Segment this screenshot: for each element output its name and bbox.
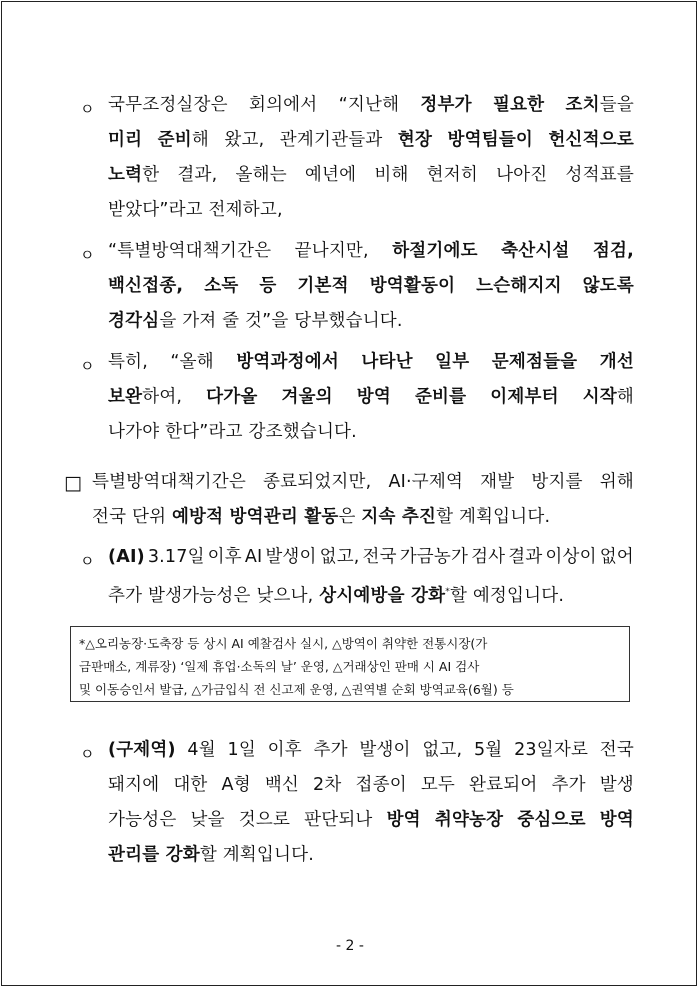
bold-text: 관리를 강화 <box>108 845 200 865</box>
word <box>108 345 148 380</box>
word <box>363 540 397 575</box>
word <box>320 540 360 575</box>
circle-bullet: ㅇ <box>80 552 95 570</box>
word <box>501 234 569 269</box>
bold-text: 하절기에도 <box>392 241 478 261</box>
word <box>108 269 183 304</box>
word <box>190 803 224 838</box>
bold-text: 방역 <box>599 810 634 830</box>
circle-bullet: ㅇ <box>80 100 95 118</box>
text-segment: 이후 <box>267 740 302 760</box>
word <box>304 803 372 838</box>
word <box>427 158 478 193</box>
word <box>480 465 514 500</box>
text-segment: 5월 <box>473 740 503 760</box>
text-segment: 회의에서 <box>248 95 318 115</box>
footnote-line: 금판매소, 계류장) ‘일제 휴업·소독의 날’ 운영, △거래상인 판매 시 AI 검사 <box>79 659 480 674</box>
bold-text: 겨울의 <box>281 387 333 407</box>
text-line <box>108 269 634 304</box>
paragraph-4 <box>92 465 634 535</box>
word <box>239 803 290 838</box>
word <box>187 733 215 768</box>
text-segment: 1일 <box>227 740 256 760</box>
word <box>236 158 287 193</box>
word <box>173 768 207 803</box>
bold-text: 준비를 <box>414 387 467 407</box>
word <box>420 88 471 123</box>
word <box>374 158 408 193</box>
word <box>583 269 634 304</box>
word <box>356 768 407 803</box>
text-segment: 추가 <box>551 775 586 795</box>
circle-bullet: ㅇ <box>80 745 95 763</box>
word <box>92 465 246 500</box>
text-line <box>108 540 634 575</box>
word <box>551 768 585 803</box>
word <box>400 540 468 575</box>
word <box>517 803 585 838</box>
text-segment: 전국 <box>362 547 397 567</box>
square-bullet: □ <box>64 472 82 494</box>
word <box>177 158 217 193</box>
text-line <box>108 345 634 380</box>
paragraph-3 <box>108 345 634 450</box>
word <box>600 465 634 500</box>
text-segment: 대한 <box>173 775 208 795</box>
text-segment: A형 <box>221 775 251 795</box>
paragraph-5 <box>108 540 634 614</box>
word <box>392 234 478 269</box>
bold-text: 방역 <box>386 810 421 830</box>
bold-text: 상시예방을 강화 <box>319 585 446 606</box>
text-line <box>108 158 634 193</box>
word <box>398 123 432 158</box>
word <box>108 540 145 575</box>
bold-text: 보완 <box>108 387 143 407</box>
word <box>448 123 534 158</box>
text-segment: 추가 <box>313 740 348 760</box>
text-line <box>108 575 634 614</box>
word <box>476 269 562 304</box>
word <box>421 768 455 803</box>
word <box>600 803 634 838</box>
word <box>227 733 255 768</box>
word <box>359 733 410 768</box>
word <box>305 158 356 193</box>
text-segment: 발생이 <box>359 740 411 760</box>
text-line <box>108 733 634 768</box>
word <box>496 158 547 193</box>
word <box>388 465 463 500</box>
text-segment: 끝나지만, <box>294 241 369 261</box>
text-segment: 4월 <box>187 740 216 760</box>
word <box>148 540 205 575</box>
text-segment: 낮을 <box>190 810 225 830</box>
footnote-box <box>70 626 630 702</box>
word <box>508 540 542 575</box>
text-segment: 23일자로 <box>514 740 589 760</box>
text-segment: 예년에 <box>304 165 357 185</box>
word <box>295 234 369 269</box>
bold-text: 점검, <box>592 241 634 261</box>
word <box>435 803 503 838</box>
word <box>297 269 348 304</box>
text-segment: 해 <box>191 130 209 150</box>
text-segment: 추가 발생가능성은 낮으나, <box>108 585 320 606</box>
text-segment: 발생 <box>599 775 634 795</box>
bold-text: 일부 <box>435 352 470 372</box>
word <box>357 380 391 415</box>
word <box>170 345 213 380</box>
word <box>265 540 316 575</box>
word <box>361 345 412 380</box>
word <box>208 540 242 575</box>
word <box>236 345 339 380</box>
text-line <box>108 415 634 450</box>
word <box>600 768 634 803</box>
word <box>339 88 400 123</box>
word <box>422 733 462 768</box>
text-line <box>108 123 634 158</box>
footnote-marker: * <box>445 587 450 597</box>
bold-text: 예방적 방역관리 활동 <box>171 507 339 527</box>
bold-text: 등 <box>259 276 277 296</box>
text-segment: 비해 <box>374 165 409 185</box>
word <box>313 768 341 803</box>
word <box>268 733 302 768</box>
text-segment: 것으로 <box>238 810 291 830</box>
text-segment: 나아진 <box>496 165 548 185</box>
bold-text: 기본적 <box>297 276 349 296</box>
text-segment: 할 예정입니다. <box>449 585 565 606</box>
text-segment: 접종이 <box>355 775 407 795</box>
word <box>108 733 176 768</box>
bold-text: 문제점들을 <box>491 352 578 372</box>
text-segment: 없고, <box>319 547 360 567</box>
bold-text: 않도록 <box>582 276 634 296</box>
text-line <box>108 380 634 415</box>
bold-text: 다가올 <box>206 387 258 407</box>
text-segment: 완료되어 <box>469 775 538 795</box>
footnote-line: *△오리농장·도축장 등 상시 AI 예찰검사 실시, △방역이 취약한 전통시장(가 <box>79 636 488 651</box>
text-segment: 올해는 <box>235 165 287 185</box>
paragraph-6 <box>108 733 634 873</box>
circle-bullet: ㅇ <box>80 246 95 264</box>
text-segment: 할 계획입니다. <box>436 507 551 527</box>
bold-text: (AI) <box>108 547 145 567</box>
text-line <box>92 500 634 535</box>
text-segment: 결과, <box>177 165 218 185</box>
bold-text: 현장 <box>397 130 433 150</box>
text-segment: 2차 <box>313 775 342 795</box>
word <box>600 733 634 768</box>
word <box>600 540 634 575</box>
word <box>493 88 544 123</box>
word <box>259 269 276 304</box>
bold-text: 정부가 <box>420 95 472 115</box>
word <box>548 123 634 158</box>
text-segment: 성적표를 <box>565 165 634 185</box>
text-segment: 3.17일 <box>147 547 205 567</box>
word <box>531 465 582 500</box>
bold-text: 필요한 <box>492 95 545 115</box>
text-segment: 현저히 <box>426 165 478 185</box>
bold-text: 방역과정에서 <box>236 352 339 372</box>
word <box>387 803 421 838</box>
text-segment: 없고, <box>422 740 463 760</box>
word <box>593 234 634 269</box>
text-segment: 들을 <box>599 95 634 115</box>
word <box>265 768 299 803</box>
text-segment: 전국 <box>599 740 634 760</box>
word <box>158 123 209 158</box>
word <box>245 540 263 575</box>
word <box>204 269 238 304</box>
text-segment: 할 계획입니다. <box>199 845 314 865</box>
word <box>108 803 176 838</box>
text-line <box>108 768 634 803</box>
word <box>545 540 596 575</box>
word <box>222 768 251 803</box>
word <box>108 234 271 269</box>
text-line <box>108 838 634 873</box>
text-segment: 가금농가 <box>399 547 469 567</box>
text-segment: 결과 <box>508 547 543 567</box>
text-segment: 이후 <box>207 547 242 567</box>
bold-text: 백신접종, <box>108 276 184 296</box>
text-segment: “지난해 <box>338 95 400 115</box>
bold-text: 축산시설 <box>501 241 570 261</box>
paragraph-1 <box>108 88 634 228</box>
bold-text: 경각심 <box>108 311 160 331</box>
text-segment: 방지를 <box>531 472 583 492</box>
text-segment: 국무조정실장은 <box>108 95 228 115</box>
word <box>108 768 159 803</box>
word <box>469 768 537 803</box>
word <box>313 733 347 768</box>
page-number: - 2 - <box>336 938 364 954</box>
text-segment: AI <box>244 547 263 567</box>
bold-text: 개선 <box>599 352 634 372</box>
bold-text: 조치 <box>565 95 600 115</box>
paragraph-2 <box>108 234 634 339</box>
word <box>108 123 142 158</box>
word <box>435 345 469 380</box>
word <box>280 123 383 158</box>
word <box>263 465 371 500</box>
word <box>514 733 588 768</box>
text-segment: 특별방역대책기간은 <box>92 472 246 492</box>
word <box>490 380 558 415</box>
word <box>566 88 634 123</box>
bold-text: 나타난 <box>361 352 413 372</box>
circle-bullet: ㅇ <box>80 357 95 375</box>
bold-text: 취약농장 <box>434 810 504 830</box>
text-segment: 종료되었지만, <box>263 472 372 492</box>
text-line <box>108 193 634 228</box>
text-segment: 판단되나 <box>304 810 373 830</box>
text-segment: 왔고, <box>224 130 265 150</box>
bold-text: 준비 <box>157 130 192 150</box>
bold-text: 이제부터 <box>490 387 559 407</box>
text-segment: 을 가져 줄 것”을 당부했습니다. <box>159 311 403 331</box>
text-segment: 받았다”라고 전제하고, <box>108 200 283 220</box>
text-segment: 전국 단위 <box>92 507 172 527</box>
text-line <box>108 234 634 269</box>
word <box>224 123 264 158</box>
bold-text: 느슨해지지 <box>476 276 562 296</box>
word <box>566 158 634 193</box>
text-segment: 은 <box>338 507 362 527</box>
text-segment: 관계기관들과 <box>279 130 383 150</box>
word <box>108 88 228 123</box>
text-segment: 하여, <box>142 387 183 407</box>
text-segment: 돼지에 <box>108 775 160 795</box>
text-line <box>108 88 634 123</box>
text-segment: 검사 <box>471 547 506 567</box>
word <box>474 733 502 768</box>
word <box>600 345 634 380</box>
bold-text: 중심으로 <box>517 810 586 830</box>
text-segment: 발생이 <box>265 547 317 567</box>
bold-text: 헌신적으로 <box>548 130 634 150</box>
word <box>206 380 257 415</box>
text-segment: 재발 <box>480 472 515 492</box>
word <box>281 380 332 415</box>
text-segment: 해 <box>616 387 634 407</box>
word <box>108 158 159 193</box>
word <box>249 88 317 123</box>
bold-text: (구제역) <box>108 740 176 760</box>
footnote-line: 및 이동승인서 발급, △가금입식 전 신고제 운영, △권역별 순회 방역교육(6월) 등 <box>79 682 514 697</box>
text-segment: “올해 <box>170 352 214 372</box>
text-line <box>92 465 634 500</box>
bold-text: 방역활동이 <box>369 276 456 296</box>
bold-text: 노력 <box>108 165 143 185</box>
text-line <box>108 803 634 838</box>
bold-text: 소독 <box>204 276 239 296</box>
text-segment: 이상이 <box>545 547 597 567</box>
text-segment: 백신 <box>264 775 300 795</box>
word <box>492 345 578 380</box>
text-segment: 모두 <box>420 775 456 795</box>
bold-text: 미리 <box>108 130 143 150</box>
text-segment: 없어 <box>599 547 634 567</box>
text-segment: 특히, <box>108 352 148 372</box>
text-segment: AI·구제역 <box>388 472 464 492</box>
bold-text: 지속 추진 <box>361 507 437 527</box>
word <box>583 380 634 415</box>
text-segment: 위해 <box>599 472 634 492</box>
word <box>108 380 182 415</box>
bold-text: 방역팀들이 <box>447 130 534 150</box>
text-segment: “특별방역대책기간은 <box>108 241 272 261</box>
text-segment: 한 <box>142 165 160 185</box>
text-line <box>108 304 634 339</box>
word <box>471 540 505 575</box>
word <box>370 269 456 304</box>
text-segment: 나가야 한다”라고 강조했습니다. <box>108 422 357 442</box>
bold-text: 방역 <box>356 387 391 407</box>
bold-text: 시작 <box>582 387 617 407</box>
text-segment: 가능성은 <box>108 810 177 830</box>
word <box>415 380 466 415</box>
